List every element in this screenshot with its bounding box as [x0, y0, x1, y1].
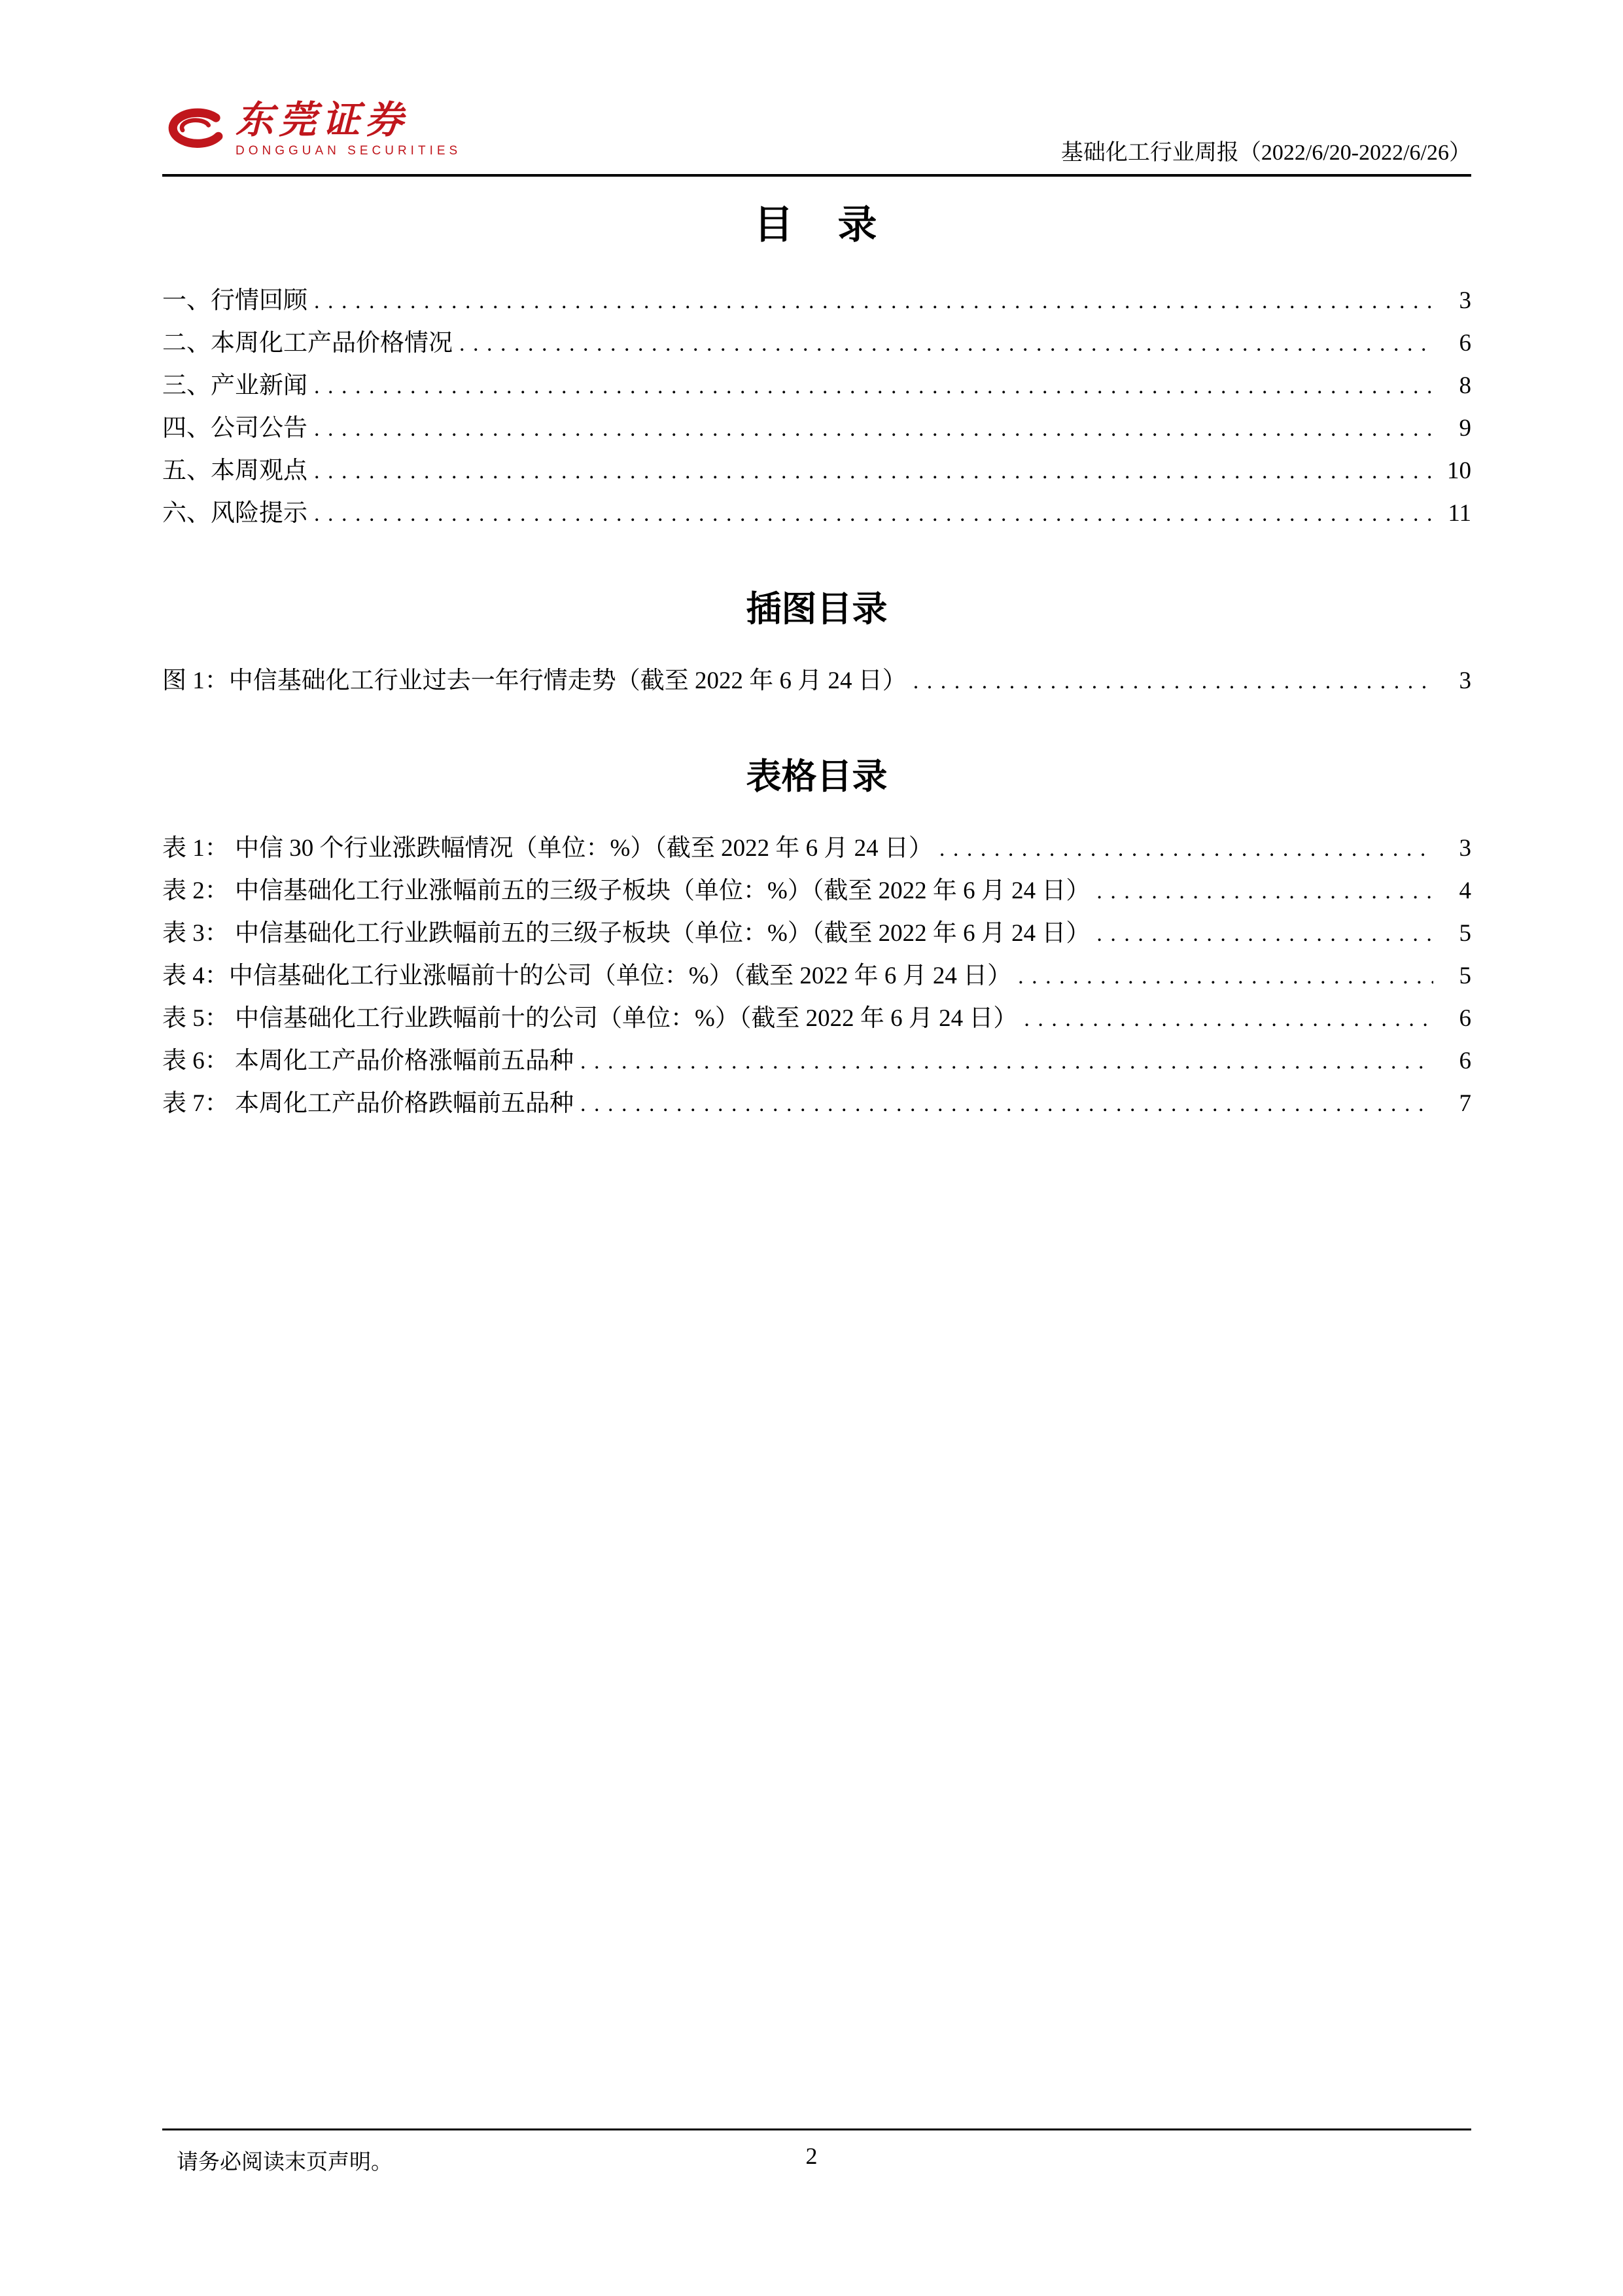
toc-item[interactable] — [162, 450, 1471, 493]
dot-leader — [314, 417, 1433, 442]
dot-leader — [314, 374, 1433, 399]
footer-divider — [162, 2128, 1471, 2130]
toc-item-label: 六、风险提示 — [162, 500, 307, 527]
table-item[interactable] — [162, 913, 1471, 955]
table-item-label: 表 6： 本周化工产品价格涨幅前五品种 — [162, 1048, 574, 1074]
dot-leader — [1096, 879, 1433, 904]
table-item-page: 5 — [1459, 920, 1471, 947]
toc-title: 目 录 — [754, 203, 880, 247]
table-item-page: 6 — [1459, 1005, 1471, 1032]
toc-item-label: 一、行情回顾 — [162, 287, 307, 314]
dot-leader — [1018, 964, 1433, 989]
tables-title: 表格目录 — [746, 757, 888, 796]
figures-title: 插图目录 — [746, 590, 888, 629]
dot-leader — [580, 1050, 1433, 1074]
table-item-page: 3 — [1459, 835, 1471, 862]
toc-item-page: 11 — [1448, 500, 1471, 527]
toc-list — [162, 280, 1471, 535]
table-item[interactable] — [162, 998, 1471, 1040]
table-item-page: 6 — [1459, 1048, 1471, 1074]
toc-item[interactable] — [162, 323, 1471, 365]
figure-item[interactable] — [162, 660, 1471, 703]
dot-leader — [314, 502, 1433, 527]
toc-item-label: 五、本周观点 — [162, 457, 307, 484]
toc-item[interactable] — [162, 493, 1471, 535]
table-item-label: 表 2： 中信基础化工行业涨幅前五的三级子板块（单位：%）（截至 2022 年 6 月 24 日） — [162, 877, 1091, 904]
footer-disclaimer: 请务必阅读末页声明。 — [177, 2149, 393, 2174]
dot-leader — [580, 1092, 1433, 1117]
table-item[interactable] — [162, 955, 1471, 998]
toc-item-page: 8 — [1459, 372, 1471, 399]
table-list — [162, 828, 1471, 1125]
header-divider — [162, 174, 1471, 177]
report-title: 基础化工行业周报（2022/6/20-2022/6/26） — [1060, 141, 1471, 165]
dot-leader — [314, 289, 1433, 314]
dot-leader — [314, 459, 1433, 484]
toc-item[interactable] — [162, 280, 1471, 323]
dot-leader — [913, 669, 1433, 694]
figure-item-page: 3 — [1459, 667, 1471, 694]
table-item-label: 表 7： 本周化工产品价格跌幅前五品种 — [162, 1090, 574, 1117]
table-item-label: 表 3： 中信基础化工行业跌幅前五的三级子板块（单位：%）（截至 2022 年 6 月 24 日） — [162, 920, 1091, 947]
toc-item[interactable] — [162, 408, 1471, 450]
table-item-label: 表 4：中信基础化工行业涨幅前十的公司（单位：%）（截至 2022 年 6 月 24 日） — [162, 963, 1012, 989]
toc-item-label: 四、公司公告 — [162, 415, 307, 442]
toc-item-label: 二、本周化工产品价格情况 — [162, 330, 453, 357]
dot-leader — [939, 837, 1433, 862]
dot-leader — [1024, 1007, 1433, 1032]
toc-item-label: 三、产业新闻 — [162, 372, 307, 399]
brand-name-en: DONGGUAN SECURITIES — [236, 144, 462, 158]
table-item-label: 表 1： 中信 30 个行业涨跌幅情况（单位：%）（截至 2022 年 6 月 24 日） — [162, 835, 933, 862]
table-item-page: 4 — [1459, 877, 1471, 904]
logo-swoosh-icon — [164, 108, 226, 151]
table-item[interactable] — [162, 828, 1471, 870]
table-item-label: 表 5： 中信基础化工行业跌幅前十的公司（单位：%）（截至 2022 年 6 月 24 日） — [162, 1005, 1018, 1032]
toc-item-page: 10 — [1447, 457, 1471, 484]
figure-item-label: 图 1：中信基础化工行业过去一年行情走势（截至 2022 年 6 月 24 日） — [162, 667, 907, 694]
table-item[interactable] — [162, 1083, 1471, 1125]
table-item-page: 7 — [1459, 1090, 1471, 1117]
toc-item-page: 3 — [1459, 287, 1471, 314]
table-item[interactable] — [162, 1040, 1471, 1083]
dot-leader — [459, 332, 1433, 357]
company-logo — [164, 101, 461, 157]
toc-item-page: 6 — [1459, 330, 1471, 357]
table-item-page: 5 — [1459, 963, 1471, 989]
table-item[interactable] — [162, 870, 1471, 913]
figure-list — [162, 660, 1471, 703]
toc-item-page: 9 — [1459, 415, 1471, 442]
brand-name: 东莞证券 — [236, 99, 409, 141]
logo-text — [236, 101, 461, 157]
toc-item[interactable] — [162, 365, 1471, 408]
page-number: 2 — [805, 2143, 818, 2169]
dot-leader — [1096, 922, 1433, 947]
content — [162, 194, 1471, 1125]
